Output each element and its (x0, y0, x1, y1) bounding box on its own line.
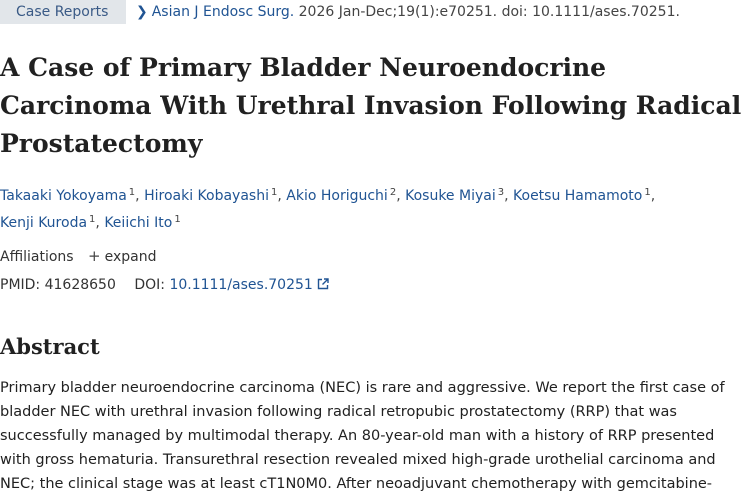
author-affiliation-number[interactable]: 3 (497, 187, 505, 198)
author-affiliation-number[interactable]: 1 (644, 187, 651, 198)
author-link[interactable]: Kenji Kuroda (0, 215, 88, 231)
author-link[interactable]: Hiroaki Kobayashi (144, 188, 269, 204)
affiliations-toggle (0, 246, 157, 267)
expand-label: expand (104, 249, 157, 265)
doi-link[interactable] (169, 277, 328, 293)
citation-details: 2026 Jan-Dec;19(1):e70251. doi: 10.1111/ases.70251. (294, 4, 680, 20)
abstract-text: Primary bladder neuroendocrine carcinoma (NEC) is rare and aggressive. We report the first case of bladder NEC with urethral invasion following radical retropubic prostatectomy (RRP) that was successfully managed by multimodal therapy. An 80-year-old man with a history of RRP presented with gross hematuria. Transurethral resection revealed mixed high-grade urothelial carcinoma and NEC; the clinical stage was at least cT1N0M0. After neoadjuvant chemotherapy with gemcitabine- (0, 380, 725, 492)
author-link[interactable]: Koetsu Hamamoto (513, 188, 643, 204)
affiliations-label: Affiliations (0, 249, 74, 265)
citation (136, 0, 680, 24)
pmid-label: PMID: (0, 277, 41, 293)
author-link[interactable]: Keiichi Ito (104, 215, 173, 231)
journal-link[interactable]: Asian J Endosc Surg. (151, 4, 295, 20)
author-link[interactable]: Kosuke Miyai (405, 188, 496, 204)
author-affiliation-number[interactable]: 1 (270, 187, 278, 198)
external-link-icon (317, 278, 329, 290)
article-identifiers (0, 275, 329, 295)
chevron-right-icon: ❯ (136, 4, 148, 20)
author-affiliation-number[interactable]: 1 (174, 214, 181, 225)
author-link[interactable]: Akio Horiguchi (286, 188, 388, 204)
author-affiliation-number[interactable]: 1 (89, 214, 96, 225)
expand-affiliations-button[interactable] (78, 249, 156, 265)
authors-list: Takaaki Yokoyama $^1$, Hiroaki Kobayashi $^1$, Akio Horiguchi $^2$, Kosuke Miyai $^3$, Koetsu Hamamoto $^1$, Kenji Kuroda $^1$, Keiichi Ito $^1$ (0, 187, 656, 231)
plus-icon: + (88, 247, 101, 265)
author-link[interactable]: Takaaki Yokoyama (0, 188, 127, 204)
abstract-heading: Abstract (0, 334, 100, 359)
article-title: A Case of Primary Bladder Neuroendocrine Carcinoma With Urethral Invasion Following Radical Prostatectomy (0, 53, 742, 158)
author-affiliation-number[interactable]: 2 (389, 187, 397, 198)
citation-bar (0, 0, 750, 26)
doi-value: 10.1111/ases.70251 (169, 277, 313, 293)
doi-label: DOI: (134, 277, 165, 293)
pmid-value: 41628650 (44, 277, 116, 293)
publication-type-badge[interactable]: Case Reports (0, 0, 126, 24)
author-affiliation-number[interactable]: 1 (128, 187, 136, 198)
